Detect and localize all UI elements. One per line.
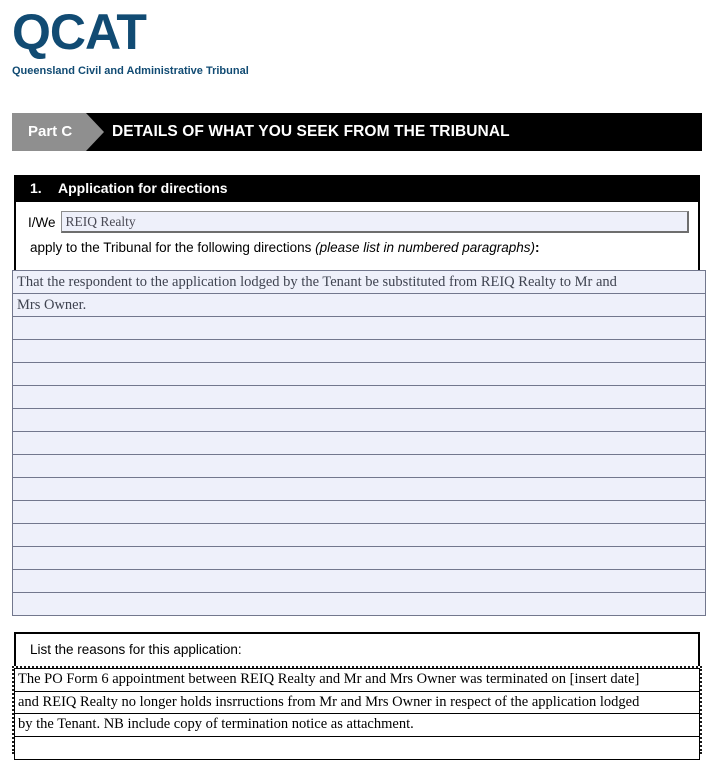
reasons-label: List the reasons for this application: [30, 642, 242, 657]
apply-instruction-italic: (please list in numbered paragraphs) [315, 240, 536, 255]
direction-line-row[interactable] [12, 546, 706, 570]
reason-line-row[interactable] [14, 736, 700, 760]
iwe-label: I/We [28, 214, 56, 230]
part-header-bar [12, 113, 702, 151]
direction-line-row[interactable] [12, 408, 706, 432]
direction-line-row[interactable] [12, 523, 706, 547]
intro-box [14, 202, 700, 270]
section-title: Application for directions [58, 180, 228, 196]
direction-line-row[interactable] [12, 592, 706, 616]
direction-line-row[interactable] [12, 385, 706, 409]
part-title: DETAILS OF WHAT YOU SEEK FROM THE TRIBUNAL [112, 123, 510, 140]
direction-line-row[interactable] [12, 431, 706, 455]
reason-line-row[interactable]: by the Tenant. NB include copy of termination notice as attachment. [14, 713, 700, 737]
reason-line-row[interactable]: and REIQ Realty no longer holds insrructions from Mr and Mrs Owner in respect of the application lodged [14, 691, 700, 715]
qcat-logo-fullname: Queensland Civil and Administrative Tribunal [12, 65, 249, 77]
apply-instruction-colon: : [535, 240, 540, 255]
iwe-input[interactable] [61, 211, 689, 233]
reason-line-row[interactable]: The PO Form 6 appointment between REIQ Realty and Mr and Mrs Owner was terminated on [insert date] [14, 668, 700, 692]
section-header-bar [14, 175, 700, 202]
qcat-logo-acronym: QCAT [12, 4, 146, 60]
direction-line-row[interactable] [12, 454, 706, 478]
apply-instruction [30, 240, 540, 255]
reasons-text-area[interactable] [12, 666, 702, 754]
reasons-box [14, 632, 700, 666]
direction-line-row[interactable] [12, 569, 706, 593]
direction-line-row[interactable] [12, 316, 706, 340]
direction-line-row[interactable] [12, 362, 706, 386]
direction-line-row[interactable] [12, 339, 706, 363]
qcat-logo [12, 6, 432, 78]
directions-lines [12, 270, 706, 616]
direction-line-row[interactable]: That the respondent to the application lodged by the Tenant be substituted from REIQ Realty to Mr and [12, 270, 706, 294]
section-number: 1. [30, 180, 42, 196]
direction-line-row[interactable] [12, 477, 706, 501]
iwe-row [28, 211, 689, 233]
direction-line-row[interactable]: Mrs Owner. [12, 293, 706, 317]
apply-instruction-text: apply to the Tribunal for the following directions [30, 240, 316, 255]
direction-line-row[interactable] [12, 500, 706, 524]
part-label: Part C [28, 123, 73, 140]
